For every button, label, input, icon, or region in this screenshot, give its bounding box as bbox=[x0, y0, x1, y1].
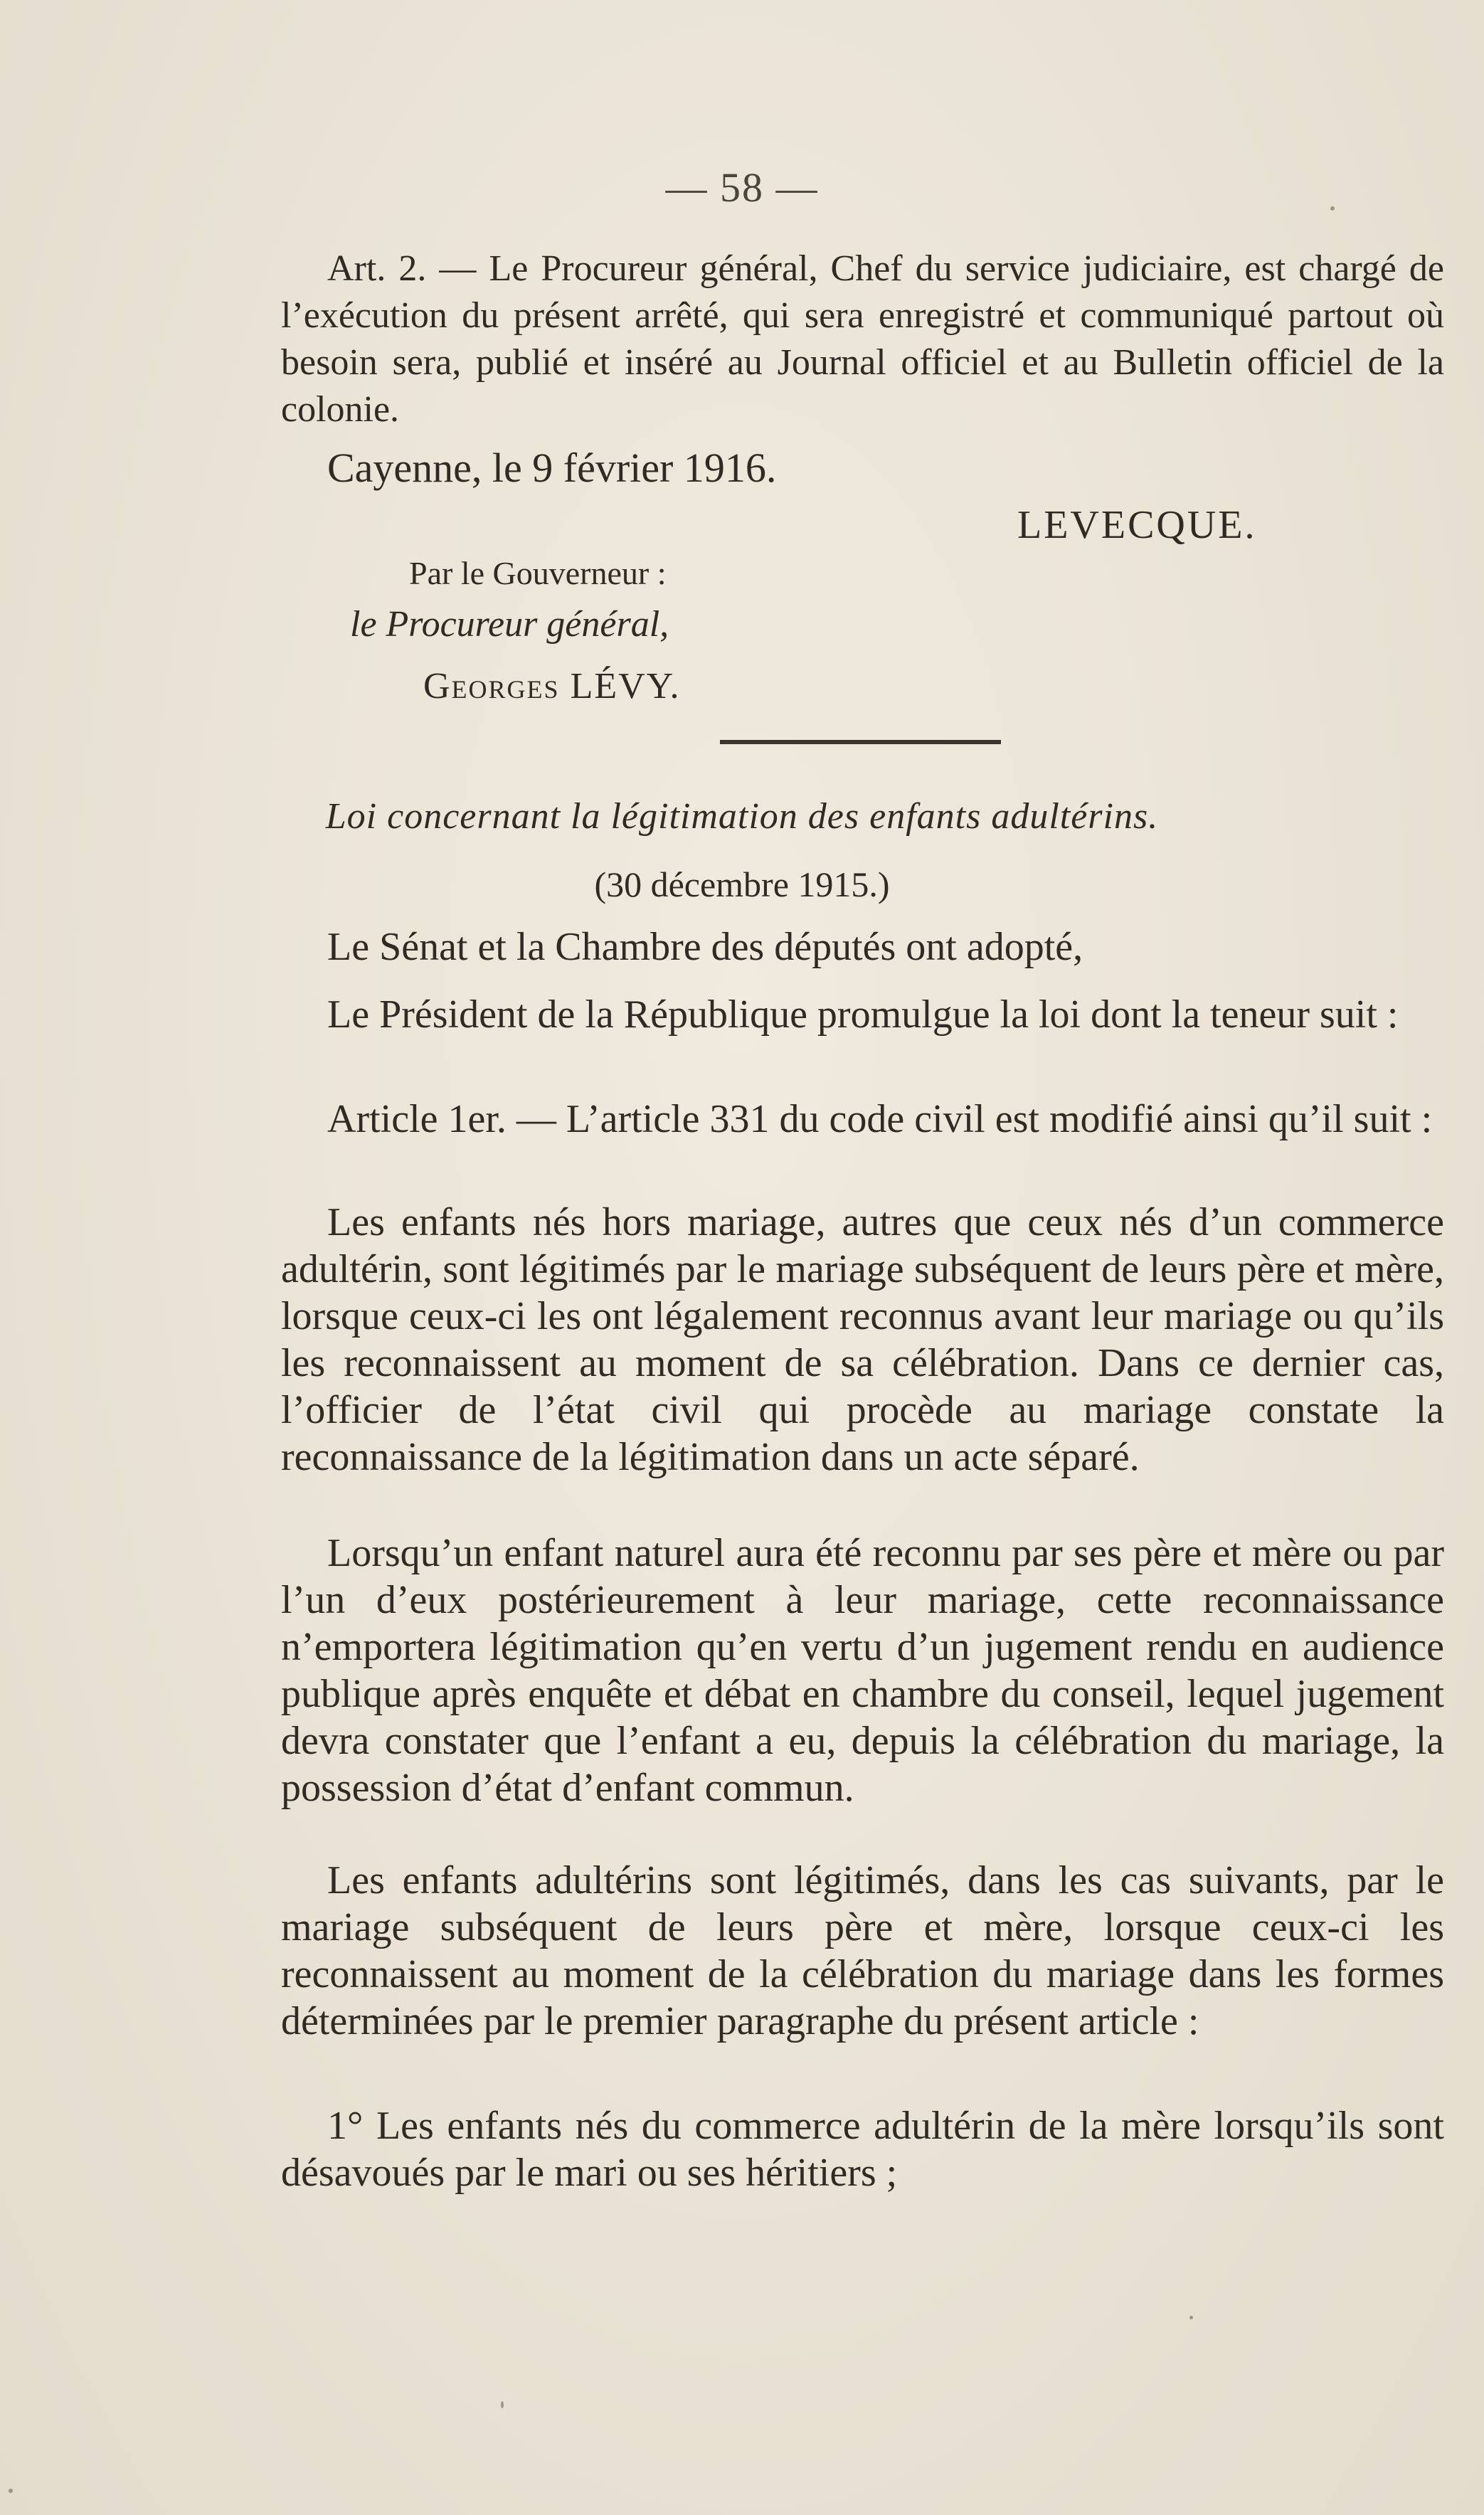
law-title: Loi concernant la légitimation des enfants adultérins. bbox=[325, 796, 1159, 837]
article-2-paragraph: Art. 2. — Le Procureur général, Chef du service judiciaire, est chargé de l’exécution du présent arrêté, qui sera enregistré et communiqué partout où besoin sera, publié et inséré au Journal officiel et au Bulletin officiel de la colonie. bbox=[281, 248, 1444, 430]
paper-speck bbox=[1330, 206, 1335, 211]
paragraph-enfants-adulterins: Les enfants adultérins sont légitimés, dans les cas suivants, par le mariage subséquent de leurs père et mère, lorsque ceux-ci les reconnaissent au moment de la célébration du mariage dans les formes déterminées par le premier paragraphe du présent article : bbox=[281, 1858, 1444, 2043]
law-date: (30 décembre 1915.) bbox=[594, 864, 890, 904]
paragraph-senat: Le Sénat et la Chambre des députés ont adopté, bbox=[327, 925, 1083, 969]
page-number: — 58 — bbox=[665, 164, 819, 211]
section-divider bbox=[720, 740, 1001, 744]
paper-speck bbox=[1189, 2316, 1193, 2319]
date-line: Cayenne, le 9 février 1916. bbox=[327, 445, 777, 491]
paragraph-enfants-nes-hors-mariage: Les enfants nés hors mariage, autres que ceux nés d’un commerce adultérin, sont légitimés par le mariage subséquent de leurs père et mère, lorsque ceux-ci les ont légalement reconnus avant leur mariage ou qu’ils les reconnaissent au moment de sa célébration. Dans ce dernier cas, l’officier de l’état civil qui procède au mariage constate la reconnaissance de la légitimation dans un acte séparé. bbox=[281, 1200, 1444, 1479]
par-le-gouverneur: Par le Gouverneur : bbox=[409, 555, 667, 591]
paper-speck bbox=[501, 2401, 504, 2408]
paragraph-article-1: Article 1er. — L’article 331 du code civil est modifié ainsi qu’il suit : bbox=[327, 1097, 1433, 1141]
governor-signature: LEVECQUE. bbox=[1017, 503, 1257, 547]
paragraph-item-1: 1° Les enfants nés du commerce adultérin de la mère lorsqu’ils sont désavoués par le mari ou ses héritiers ; bbox=[281, 2104, 1444, 2195]
paragraph-enfant-naturel: Lorsqu’un enfant naturel aura été reconnu par ses père et mère ou par l’un d’eux postérieurement à leur mariage, cette reconnaissance n’emportera légitimation qu’en vertu d’un jugement rendu en audience publique après enquête et débat en chambre du conseil, lequel jugement devra constater que l’enfant a eu, depuis la célébration du mariage, la possession d’état d’enfant commun. bbox=[281, 1531, 1444, 1810]
procureur-signature: Georges LÉVY. bbox=[423, 666, 681, 706]
paper-speck bbox=[9, 2489, 13, 2493]
paragraph-president: Le Président de la République promulgue la loi dont la teneur suit : bbox=[327, 992, 1399, 1037]
procureur-general: le Procureur général, bbox=[350, 604, 669, 645]
